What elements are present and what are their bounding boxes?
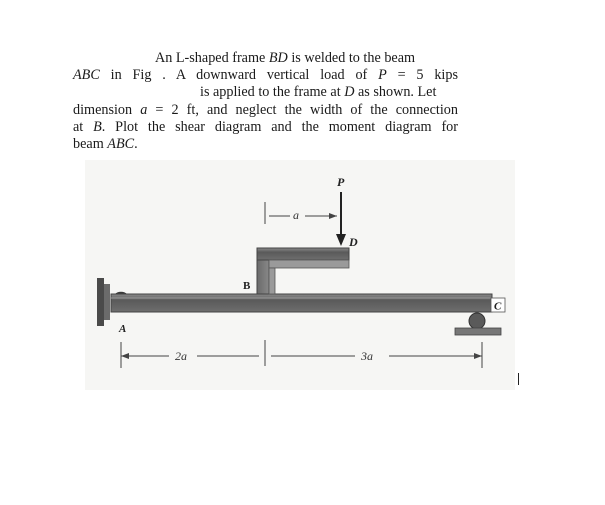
label-d: D	[349, 235, 358, 249]
label-a: A	[119, 323, 127, 335]
roller-support-c	[455, 313, 501, 335]
beam-diagram	[85, 160, 515, 390]
beam-abc	[111, 294, 492, 312]
problem-line-6: beam ABC.	[73, 136, 138, 153]
label-p: P	[337, 175, 345, 189]
problem-line-4: dimension a = 2 ft, and neglect the width of the connection	[73, 101, 458, 118]
problem-line-3: is applied to the frame at D as shown. Let	[200, 84, 437, 101]
problem-line-5: at B. Plot the shear diagram and the moment diagram for	[73, 118, 458, 135]
label-a-top: a	[293, 208, 299, 222]
text-cursor-mark	[518, 373, 519, 385]
l-frame-bd	[257, 248, 349, 294]
problem-line-1: An L-shaped frame BD is welded to the beam	[155, 50, 416, 66]
label-c: C	[494, 300, 502, 313]
label-dim-3a: 3a	[361, 349, 373, 363]
label-b: B	[243, 280, 251, 292]
problem-line-2: ABC in Fig . A downward vertical load of P = 5 kips	[73, 67, 458, 84]
beam-figure	[85, 160, 515, 390]
label-dim-2a: 2a	[175, 349, 187, 363]
problem-statement	[73, 50, 458, 153]
dimension-a-top	[265, 202, 337, 224]
load-arrow-p	[336, 192, 346, 246]
